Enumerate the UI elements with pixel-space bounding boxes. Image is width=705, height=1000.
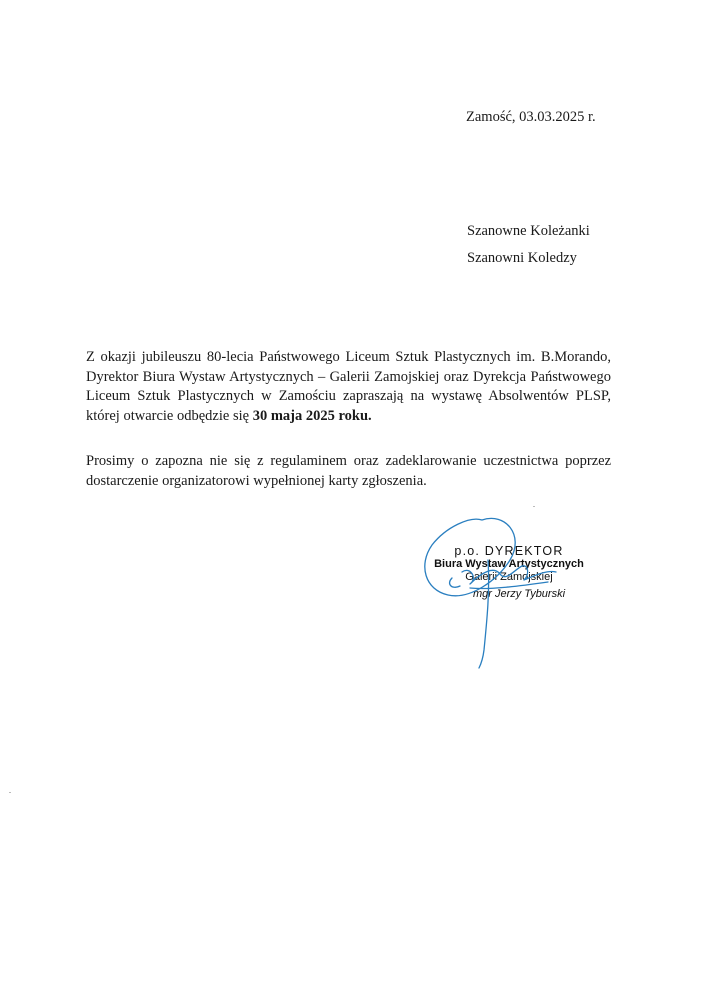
salutation-line-1: Szanowne Koleżanki bbox=[467, 223, 590, 239]
paragraph-invitation-text: Z okazji jubileuszu 80-lecia Państwowego Liceum Sztuk Plastycznych im. B.Morando, Dyrektor Biura Wystaw Artystycznych – Galerii Zamojskiej oraz Dyrekcja Państwowego Liceum Sztuk Plastycznych w Zamościu zapraszają na wystawę Absolwentów PLSP, której otwarcie odbędzie się bbox=[86, 349, 611, 424]
opening-date: 30 maja 2025 roku. bbox=[252, 407, 372, 424]
scan-speck bbox=[533, 506, 535, 507]
place-date: Zamość, 03.03.2025 r. bbox=[466, 109, 596, 125]
paragraph-invitation bbox=[86, 348, 611, 426]
stamp-line-1: Biura Wystaw Artystycznych bbox=[434, 558, 584, 570]
stamp-title: p.o. DYREKTOR bbox=[454, 544, 564, 558]
stamp-line-2: Galerii Zamojskiej bbox=[465, 571, 553, 583]
paragraph-request: Prosimy o zapozna nie się z regulaminem oraz zadeklarowanie uczestnictwa poprzez dostarczenie organizatorowi wypełnionej karty zgłoszenia. bbox=[86, 453, 611, 489]
salutation bbox=[467, 218, 590, 272]
director-stamp bbox=[424, 544, 594, 601]
stamp-name: mgr Jerzy Tyburski bbox=[472, 588, 566, 600]
scan-speck bbox=[9, 792, 11, 793]
salutation-line-2: Szanowni Koledzy bbox=[467, 250, 577, 266]
